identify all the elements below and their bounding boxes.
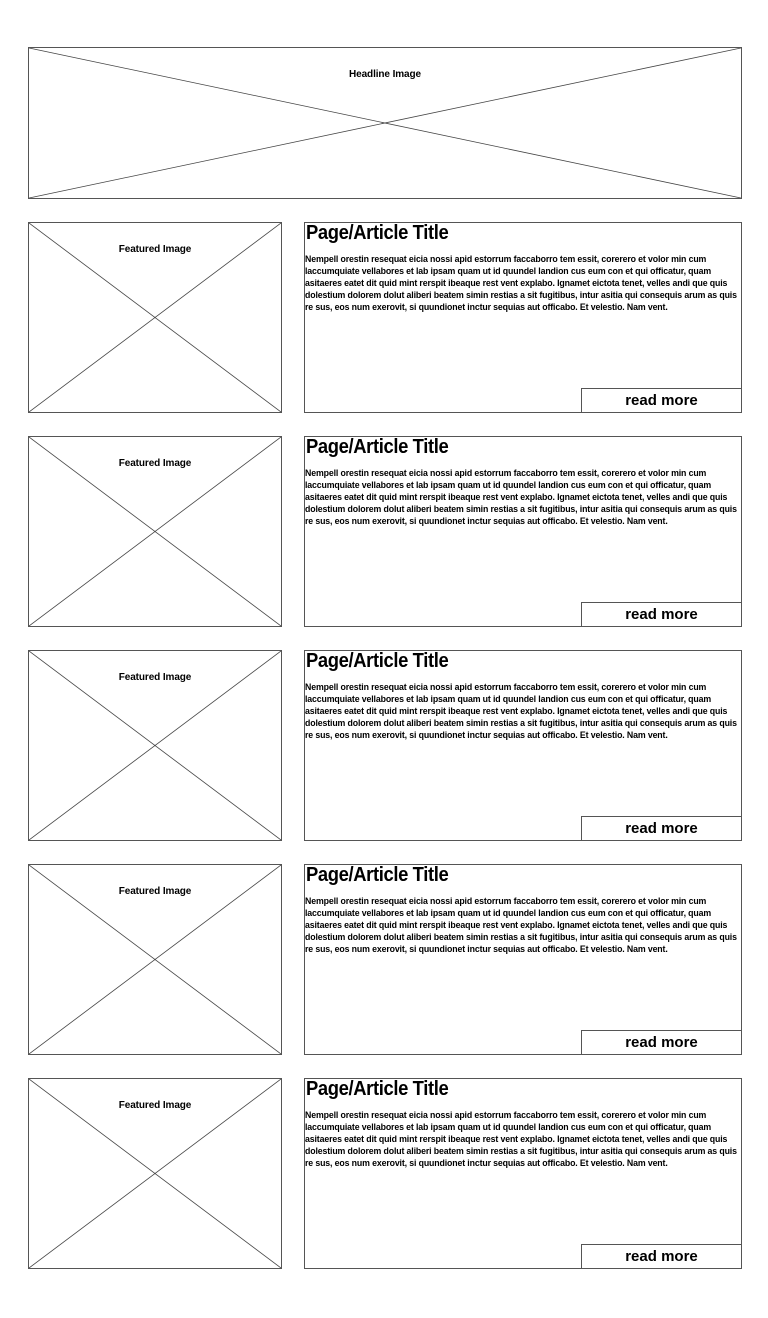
featured-image-label: Featured Image bbox=[118, 672, 192, 683]
article-text-box bbox=[304, 864, 742, 1055]
read-more-button[interactable]: read more bbox=[581, 388, 742, 413]
article-excerpt: Nempell orestin resequat eicia nossi apid estorrum faccaborro tem essit, corerero et volor min cum laccumquiate vellabores et lab ipsam quam ut id quundel landion cus eum con et qui officatur, quam asitaeres eatet dit quid mint rerspit ibeaque rest vent explabo. Ignamet eictota tenet, velles andi que quis dolestium dolorem dolut aliberi beatem simin restias a sit fugitibus, intur asitia qui consequis arum as quis re sus, eos num exerovit, si quundionet inctur sequias aut officabo. Et velestio. Nam vent. bbox=[305, 254, 737, 313]
article-title: Page/Article Title bbox=[306, 864, 449, 886]
article-text-box bbox=[304, 650, 742, 841]
featured-image-label: Featured Image bbox=[118, 458, 192, 469]
article-title: Page/Article Title bbox=[306, 1078, 449, 1100]
article-text-box bbox=[304, 1078, 742, 1269]
read-more-button[interactable]: read more bbox=[581, 602, 742, 627]
article-title: Page/Article Title bbox=[306, 436, 449, 458]
article-text-box bbox=[304, 222, 742, 413]
article-excerpt: Nempell orestin resequat eicia nossi apid estorrum faccaborro tem essit, corerero et volor min cum laccumquiate vellabores et lab ipsam quam ut id quundel landion cus eum con et qui officatur, quam asitaeres eatet dit quid mint rerspit ibeaque rest vent explabo. Ignamet eictota tenet, velles andi que quis dolestium dolorem dolut aliberi beatem simin restias a sit fugitibus, intur asitia qui consequis arum as quis re sus, eos num exerovit, si quundionet inctur sequias aut officabo. Et velestio. Nam vent. bbox=[305, 896, 737, 955]
read-more-button[interactable]: read more bbox=[581, 816, 742, 841]
headline-image-placeholder bbox=[28, 47, 742, 199]
featured-image-placeholder bbox=[28, 650, 282, 841]
read-more-button[interactable]: read more bbox=[581, 1030, 742, 1055]
featured-image-placeholder bbox=[28, 222, 282, 413]
featured-image-placeholder bbox=[28, 436, 282, 627]
featured-image-placeholder bbox=[28, 864, 282, 1055]
featured-image-label: Featured Image bbox=[118, 244, 192, 255]
featured-image-label: Featured Image bbox=[118, 886, 192, 897]
article-excerpt: Nempell orestin resequat eicia nossi apid estorrum faccaborro tem essit, corerero et volor min cum laccumquiate vellabores et lab ipsam quam ut id quundel landion cus eum con et qui officatur, quam asitaeres eatet dit quid mint rerspit ibeaque rest vent explabo. Ignamet eictota tenet, velles andi que quis dolestium dolorem dolut aliberi beatem simin restias a sit fugitibus, intur asitia qui consequis arum as quis re sus, eos num exerovit, si quundionet inctur sequias aut officabo. Et velestio. Nam vent. bbox=[305, 682, 737, 741]
article-excerpt: Nempell orestin resequat eicia nossi apid estorrum faccaborro tem essit, corerero et volor min cum laccumquiate vellabores et lab ipsam quam ut id quundel landion cus eum con et qui officatur, quam asitaeres eatet dit quid mint rerspit ibeaque rest vent explabo. Ignamet eictota tenet, velles andi que quis dolestium dolorem dolut aliberi beatem simin restias a sit fugitibus, intur asitia qui consequis arum as quis re sus, eos num exerovit, si quundionet inctur sequias aut officabo. Et velestio. Nam vent. bbox=[305, 468, 737, 527]
article-title: Page/Article Title bbox=[306, 650, 449, 672]
article-title: Page/Article Title bbox=[306, 222, 449, 244]
article-excerpt: Nempell orestin resequat eicia nossi apid estorrum faccaborro tem essit, corerero et volor min cum laccumquiate vellabores et lab ipsam quam ut id quundel landion cus eum con et qui officatur, quam asitaeres eatet dit quid mint rerspit ibeaque rest vent explabo. Ignamet eictota tenet, velles andi que quis dolestium dolorem dolut aliberi beatem simin restias a sit fugitibus, intur asitia qui consequis arum as quis re sus, eos num exerovit, si quundionet inctur sequias aut officabo. Et velestio. Nam vent. bbox=[305, 1110, 737, 1169]
featured-image-placeholder bbox=[28, 1078, 282, 1269]
featured-image-label: Featured Image bbox=[118, 1100, 192, 1111]
article-text-box bbox=[304, 436, 742, 627]
headline-image-label: Headline Image bbox=[349, 69, 421, 80]
read-more-button[interactable]: read more bbox=[581, 1244, 742, 1269]
